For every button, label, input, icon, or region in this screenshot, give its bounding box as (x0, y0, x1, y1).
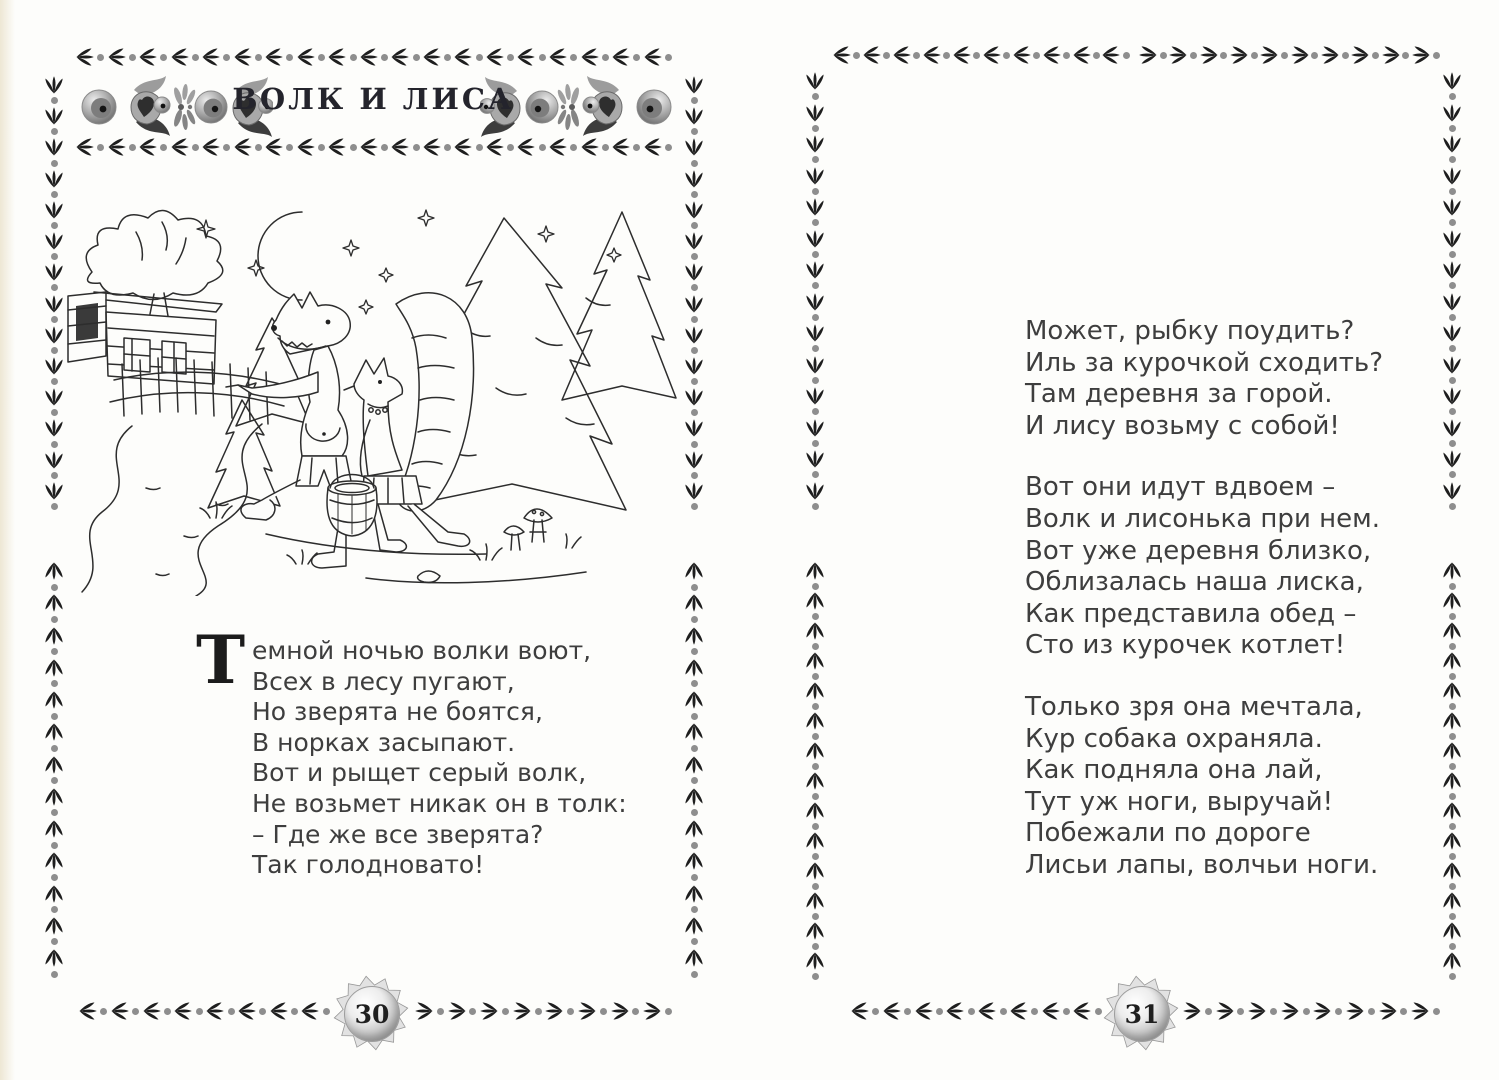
page-number-sphere (1114, 986, 1170, 1042)
poem-line: Может, рыбку поудить? (1025, 316, 1355, 346)
border-top-row-right (1138, 44, 1440, 66)
border-bottom-row-right (414, 1000, 672, 1022)
border-left-column-top (804, 70, 826, 510)
page-number-sphere (344, 986, 400, 1042)
poem-line: Как подняла она лай, (1025, 755, 1323, 786)
page-title: ВОЛК И ЛИСА (232, 82, 515, 116)
border-right-column-bottom (683, 560, 705, 978)
pot-icon (327, 475, 377, 537)
page-number-badge-right (1103, 975, 1179, 1051)
poem-line: В норках засыпают. (252, 727, 516, 757)
poem-line: Тут уж ноги, выручай! (1025, 786, 1334, 817)
border-left-column-bottom (804, 560, 826, 980)
border-bottom-row-left (850, 1000, 1102, 1022)
poem-line: емной ночью волки воют, (252, 636, 592, 665)
border-right-column-bottom (1441, 560, 1463, 980)
trail-path (82, 424, 262, 596)
page-number: 30 (354, 999, 390, 1029)
stanza (1025, 692, 1383, 882)
poem-line: Вот уже деревня близко, (1025, 535, 1372, 566)
poem-line: Вот и рыщет серый волк, (252, 758, 587, 788)
border-right-column-top (683, 74, 705, 510)
poem-line: Всех в лесу пугают, (252, 666, 515, 696)
page-number: 31 (1124, 999, 1160, 1029)
poem-line: Облизалась наша лиска, (1025, 567, 1364, 598)
poem-line: Лисьи лапы, волчьи ноги. (1025, 849, 1379, 880)
poem-line: Только зря она мечтала, (1025, 691, 1363, 722)
illustration-wolf-and-fox (66, 188, 681, 596)
poem-line: Кур собака охраняла. (1025, 723, 1323, 754)
border-left-column-top (43, 74, 65, 510)
poem-line: Но зверята не боятся, (252, 697, 543, 727)
poem-line: Вот они идут вдвоем – (1025, 472, 1336, 503)
poem-line: Иль за курочкой сходить? (1025, 347, 1384, 378)
border-left-column-bottom (43, 560, 65, 978)
stanza (1025, 316, 1383, 442)
poem-left (252, 636, 627, 881)
poem-line: – Где же все зверята? (252, 819, 544, 849)
poem-line: Там деревня за горой. (1025, 379, 1333, 410)
border-top-row-left (832, 44, 1130, 66)
border-bottom-row-left (78, 1000, 330, 1022)
header-underline-row (75, 136, 672, 158)
poem-line: Так голодновато! (252, 850, 485, 880)
border-top-row (75, 46, 672, 68)
poem-line: И лису возьму с собой! (1025, 410, 1340, 441)
poem-right (1025, 316, 1383, 912)
poem-line: Как представила обед – (1025, 598, 1357, 629)
border-bottom-row-right (1182, 1000, 1440, 1022)
poem-line: Сто из курочек котлет! (1025, 630, 1346, 661)
log-cabin (68, 292, 222, 384)
drop-cap: Т (196, 621, 246, 699)
poem-line: Не возьмет никак он в толк: (252, 788, 627, 818)
page-right (750, 0, 1499, 1080)
crescent-moon-icon (258, 212, 302, 300)
border-right-column-top (1441, 70, 1463, 510)
page-number-badge-left (333, 975, 409, 1051)
poem-line: Волк и лисонька при нем. (1025, 503, 1380, 534)
mushrooms (504, 509, 552, 550)
poem-line: Побежали по дороге (1025, 818, 1311, 849)
stanza (1025, 472, 1383, 662)
